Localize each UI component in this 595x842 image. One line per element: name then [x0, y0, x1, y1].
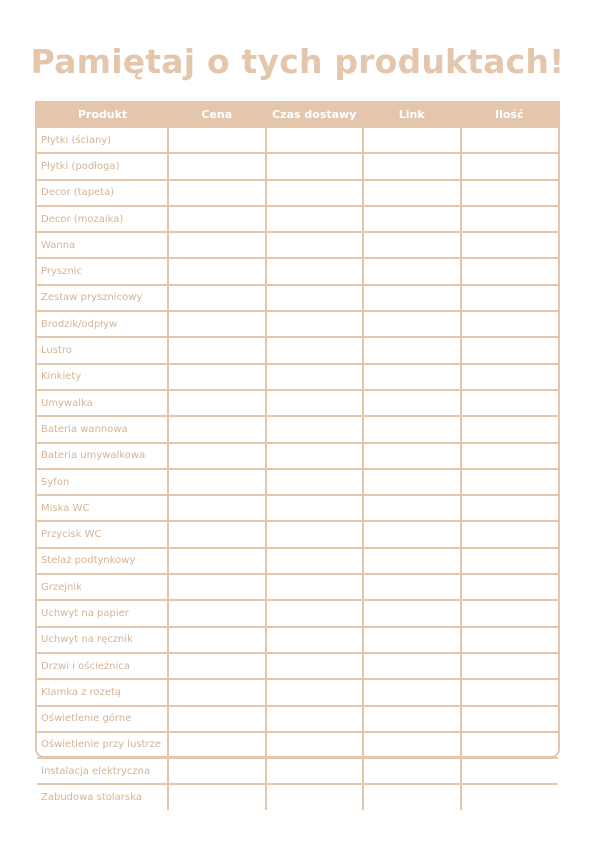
quantity-cell[interactable] [461, 364, 559, 390]
product-name-cell: Grzejnik [37, 574, 168, 600]
product-name-cell: Płytki (podłoga) [37, 153, 168, 179]
table-row [37, 732, 558, 758]
product-name-cell: Oświetlenie przy lustrze [37, 732, 168, 758]
quantity-cell[interactable] [461, 548, 559, 574]
quantity-cell[interactable] [461, 416, 559, 442]
link-cell[interactable] [363, 416, 461, 442]
quantity-cell[interactable] [461, 495, 559, 521]
column-header-delivery-time: Czas dostawy [266, 103, 364, 127]
delivery-time-cell[interactable] [266, 495, 364, 521]
product-name-cell: Płytki (ściany) [37, 127, 168, 153]
link-cell[interactable] [363, 784, 461, 809]
table-row [37, 600, 558, 626]
product-table [35, 101, 560, 804]
quantity-cell[interactable] [461, 127, 559, 153]
link-cell[interactable] [363, 679, 461, 705]
delivery-time-cell[interactable] [266, 758, 364, 784]
link-cell[interactable] [363, 521, 461, 547]
link-cell[interactable] [363, 153, 461, 179]
table-row [37, 127, 558, 153]
product-name-cell: Umywalka [37, 390, 168, 416]
product-name-cell: Klamka z rozetą [37, 679, 168, 705]
delivery-time-cell[interactable] [266, 206, 364, 232]
link-cell[interactable] [363, 206, 461, 232]
price-cell[interactable] [168, 258, 266, 284]
price-cell[interactable] [168, 337, 266, 363]
price-cell[interactable] [168, 206, 266, 232]
delivery-time-cell[interactable] [266, 390, 364, 416]
product-name-cell: Brodzik/odpływ [37, 311, 168, 337]
price-cell[interactable] [168, 627, 266, 653]
delivery-time-cell[interactable] [266, 337, 364, 363]
quantity-cell[interactable] [461, 443, 559, 469]
price-cell[interactable] [168, 758, 266, 784]
delivery-time-cell[interactable] [266, 469, 364, 495]
column-header-product: Produkt [37, 103, 168, 127]
quantity-cell[interactable] [461, 627, 559, 653]
delivery-time-cell[interactable] [266, 574, 364, 600]
price-cell[interactable] [168, 706, 266, 732]
link-cell[interactable] [363, 495, 461, 521]
page-title: Pamiętaj o tych produktach! [30, 42, 565, 81]
price-cell[interactable] [168, 285, 266, 311]
price-cell[interactable] [168, 311, 266, 337]
quantity-cell[interactable] [461, 232, 559, 258]
column-header-price: Cena [168, 103, 266, 127]
quantity-cell[interactable] [461, 180, 559, 206]
table-row [37, 153, 558, 179]
table-row [37, 337, 558, 363]
quantity-cell[interactable] [461, 784, 559, 809]
product-name-cell: Uchwyt na ręcznik [37, 627, 168, 653]
quantity-cell[interactable] [461, 311, 559, 337]
delivery-time-cell[interactable] [266, 443, 364, 469]
quantity-cell[interactable] [461, 337, 559, 363]
price-cell[interactable] [168, 679, 266, 705]
product-name-cell: Decor (tapeta) [37, 180, 168, 206]
link-cell[interactable] [363, 311, 461, 337]
quantity-cell[interactable] [461, 258, 559, 284]
table-row [37, 285, 558, 311]
link-cell[interactable] [363, 285, 461, 311]
price-cell[interactable] [168, 469, 266, 495]
product-name-cell: Syfon [37, 469, 168, 495]
delivery-time-cell[interactable] [266, 521, 364, 547]
quantity-cell[interactable] [461, 758, 559, 784]
delivery-time-cell[interactable] [266, 784, 364, 809]
table-row [37, 653, 558, 679]
delivery-time-cell[interactable] [266, 548, 364, 574]
product-name-cell: Przycisk WC [37, 521, 168, 547]
price-cell[interactable] [168, 548, 266, 574]
product-name-cell: Lustro [37, 337, 168, 363]
table-row [37, 311, 558, 337]
quantity-cell[interactable] [461, 469, 559, 495]
price-cell[interactable] [168, 600, 266, 626]
table-row [37, 784, 558, 809]
table-row [37, 206, 558, 232]
quantity-cell[interactable] [461, 206, 559, 232]
price-cell[interactable] [168, 180, 266, 206]
table-row [37, 679, 558, 705]
table-row [37, 548, 558, 574]
product-name-cell: Zestaw prysznicowy [37, 285, 168, 311]
price-cell[interactable] [168, 232, 266, 258]
price-cell[interactable] [168, 127, 266, 153]
delivery-time-cell[interactable] [266, 653, 364, 679]
link-cell[interactable] [363, 390, 461, 416]
column-header-quantity: Ilość [461, 103, 559, 127]
link-cell[interactable] [363, 706, 461, 732]
price-cell[interactable] [168, 574, 266, 600]
delivery-time-cell[interactable] [266, 153, 364, 179]
table-row [37, 232, 558, 258]
product-name-cell: Kinkiety [37, 364, 168, 390]
product-name-cell: Bateria umywalkowa [37, 443, 168, 469]
price-cell[interactable] [168, 653, 266, 679]
table-row [37, 469, 558, 495]
product-name-cell: Instalacja elektryczna [37, 758, 168, 784]
table-row [37, 706, 558, 732]
delivery-time-cell[interactable] [266, 127, 364, 153]
product-name-cell: Zabudowa stolarska [37, 784, 168, 809]
quantity-cell[interactable] [461, 521, 559, 547]
delivery-time-cell[interactable] [266, 364, 364, 390]
price-cell[interactable] [168, 416, 266, 442]
quantity-cell[interactable] [461, 653, 559, 679]
table-row [37, 627, 558, 653]
link-cell[interactable] [363, 574, 461, 600]
table-row [37, 521, 558, 547]
table-row [37, 758, 558, 784]
product-name-cell: Stelaż podtynkowy [37, 548, 168, 574]
delivery-time-cell[interactable] [266, 258, 364, 284]
price-cell[interactable] [168, 443, 266, 469]
price-cell[interactable] [168, 784, 266, 809]
delivery-time-cell[interactable] [266, 180, 364, 206]
table-row [37, 364, 558, 390]
quantity-cell[interactable] [461, 600, 559, 626]
quantity-cell[interactable] [461, 679, 559, 705]
product-name-cell: Miska WC [37, 495, 168, 521]
quantity-cell[interactable] [461, 285, 559, 311]
table-header-row [37, 103, 558, 127]
quantity-cell[interactable] [461, 706, 559, 732]
link-cell[interactable] [363, 364, 461, 390]
price-cell[interactable] [168, 521, 266, 547]
price-cell[interactable] [168, 495, 266, 521]
product-name-cell: Bateria wannowa [37, 416, 168, 442]
delivery-time-cell[interactable] [266, 732, 364, 758]
price-cell[interactable] [168, 732, 266, 758]
link-cell[interactable] [363, 232, 461, 258]
delivery-time-cell[interactable] [266, 285, 364, 311]
link-cell[interactable] [363, 258, 461, 284]
delivery-time-cell[interactable] [266, 600, 364, 626]
link-cell[interactable] [363, 127, 461, 153]
delivery-time-cell[interactable] [266, 311, 364, 337]
table-row [37, 495, 558, 521]
quantity-cell[interactable] [461, 153, 559, 179]
link-cell[interactable] [363, 732, 461, 758]
link-cell[interactable] [363, 758, 461, 784]
price-cell[interactable] [168, 153, 266, 179]
column-header-link: Link [363, 103, 461, 127]
delivery-time-cell[interactable] [266, 679, 364, 705]
product-name-cell: Prysznic [37, 258, 168, 284]
link-cell[interactable] [363, 548, 461, 574]
table-row [37, 180, 558, 206]
table-row [37, 443, 558, 469]
product-name-cell: Uchwyt na papier [37, 600, 168, 626]
link-cell[interactable] [363, 443, 461, 469]
product-name-cell: Drzwi i ościeżnica [37, 653, 168, 679]
product-name-cell: Wanna [37, 232, 168, 258]
delivery-time-cell[interactable] [266, 627, 364, 653]
delivery-time-cell[interactable] [266, 416, 364, 442]
quantity-cell[interactable] [461, 574, 559, 600]
delivery-time-cell[interactable] [266, 232, 364, 258]
link-cell[interactable] [363, 600, 461, 626]
link-cell[interactable] [363, 653, 461, 679]
table-row [37, 574, 558, 600]
table-row [37, 258, 558, 284]
table-row [37, 416, 558, 442]
table-row [37, 390, 558, 416]
price-cell[interactable] [168, 390, 266, 416]
delivery-time-cell[interactable] [266, 706, 364, 732]
quantity-cell[interactable] [461, 732, 559, 758]
link-cell[interactable] [363, 337, 461, 363]
quantity-cell[interactable] [461, 390, 559, 416]
link-cell[interactable] [363, 180, 461, 206]
link-cell[interactable] [363, 469, 461, 495]
product-name-cell: Oświetlenie górne [37, 706, 168, 732]
link-cell[interactable] [363, 627, 461, 653]
price-cell[interactable] [168, 364, 266, 390]
product-name-cell: Decor (mozaika) [37, 206, 168, 232]
